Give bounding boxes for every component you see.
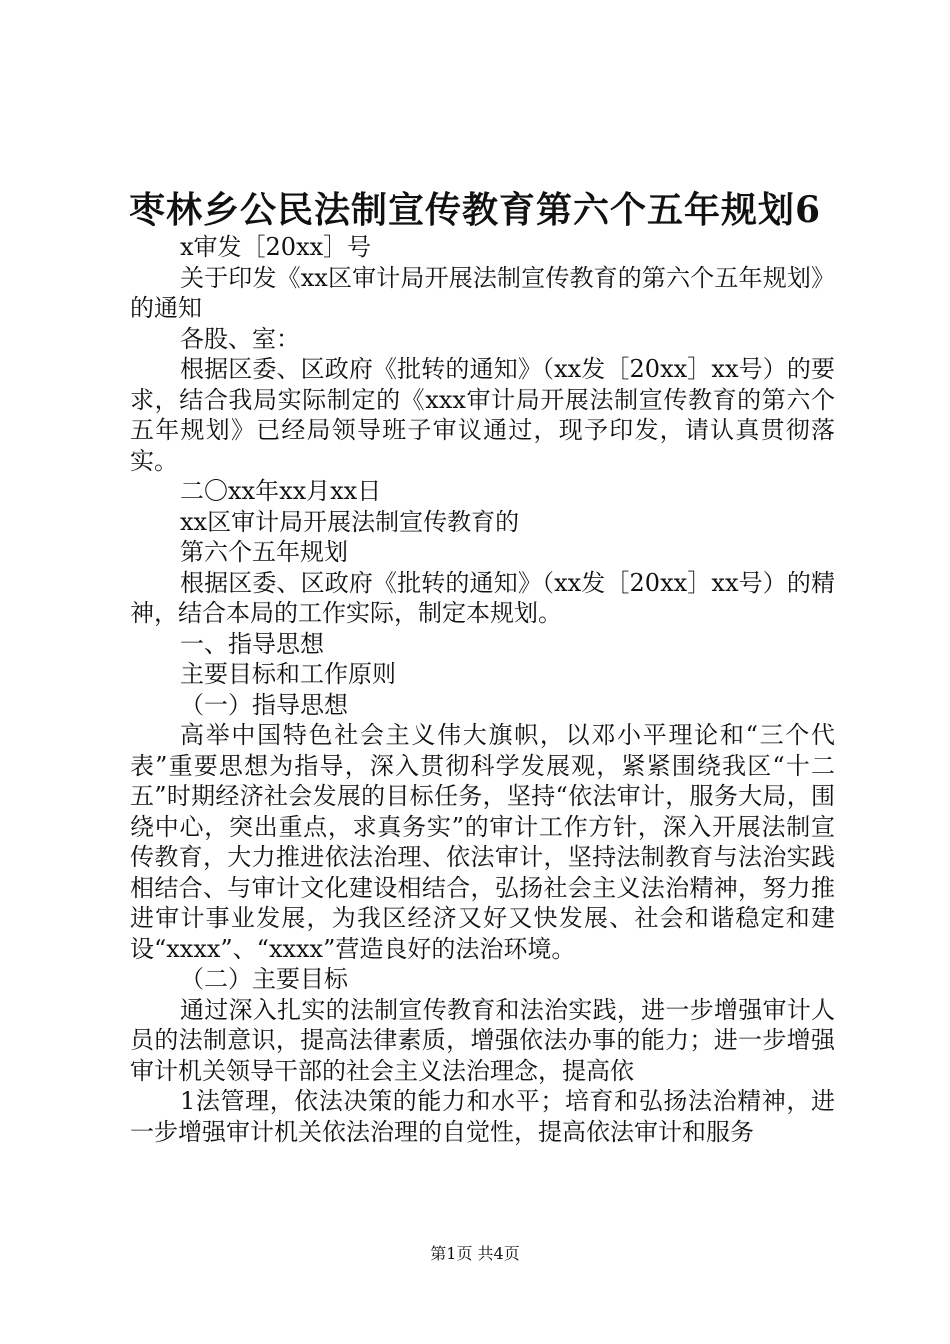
- paragraph: 根据区委、区政府《批转的通知》（xx发［20xx］xx号）的要求，结合我局实际制定的《xxx审计局开展法制宣传教育的第六个五年规划》已经局领导班子审议通过，现予印发，请认真贯彻落实。: [130, 355, 835, 475]
- issue-date: 二〇xx年xx月xx日: [180, 477, 382, 505]
- addressee: 各股、室：: [180, 324, 300, 353]
- plan-title-line-1: xx区审计局开展法制宣传教育的: [180, 507, 520, 536]
- subsection-heading: （一）指导思想: [180, 690, 348, 719]
- doc-number: x审发［20xx］号: [180, 233, 372, 261]
- plan-title-line-2: 第六个五年规划: [180, 538, 348, 566]
- paragraph: 1法管理，依法决策的能力和水平；培育和弘扬法治精神，进一步增强审计机关依法治理的自觉性，提高依法审计和服务: [130, 1087, 835, 1146]
- subsection-heading: （二）主要目标: [180, 965, 348, 993]
- section-heading: 一、指导思想: [180, 629, 324, 658]
- paragraph: 根据区委、区政府《批转的通知》（xx发［20xx］xx号）的精神，结合本局的工作实际，制定本规划。: [130, 568, 835, 627]
- document-body: [130, 232, 835, 1147]
- section-heading: 主要目标和工作原则: [180, 660, 396, 688]
- page-footer: 第1页 共4页: [430, 1244, 520, 1263]
- paragraph: 高举中国特色社会主义伟大旗帜，以邓小平理论和“三个代表”重要思想为指导，深入贯彻科学发展观，紧紧围绕我区“十二五”时期经济社会发展的目标任务，坚持“依法审计，服务大局，围绕中心，突出重点，求真务实”的审计工作方针，深入开展法制宣传教育，大力推进依法治理、依法审计，坚持法制教育与法治实践相结合、与审计文化建设相结合，弘扬社会主义法治精神，努力推进审计事业发展，为我区经济又好又快发展、社会和谐稳定和建设“xxxx”、“xxxx”营造良好的法治环境。: [130, 721, 835, 963]
- document-title: 枣林乡公民法制宣传教育第六个五年规划6: [128, 189, 822, 231]
- paragraph: 通过深入扎实的法制宣传教育和法治实践，进一步增强审计人员的法制意识，提高法律素质，增强依法办事的能力；进一步增强审计机关领导干部的社会主义法治理念，提高依: [130, 995, 835, 1085]
- notice-title: 关于印发《xx区审计局开展法制宣传教育的第六个五年规划》的通知: [130, 263, 835, 322]
